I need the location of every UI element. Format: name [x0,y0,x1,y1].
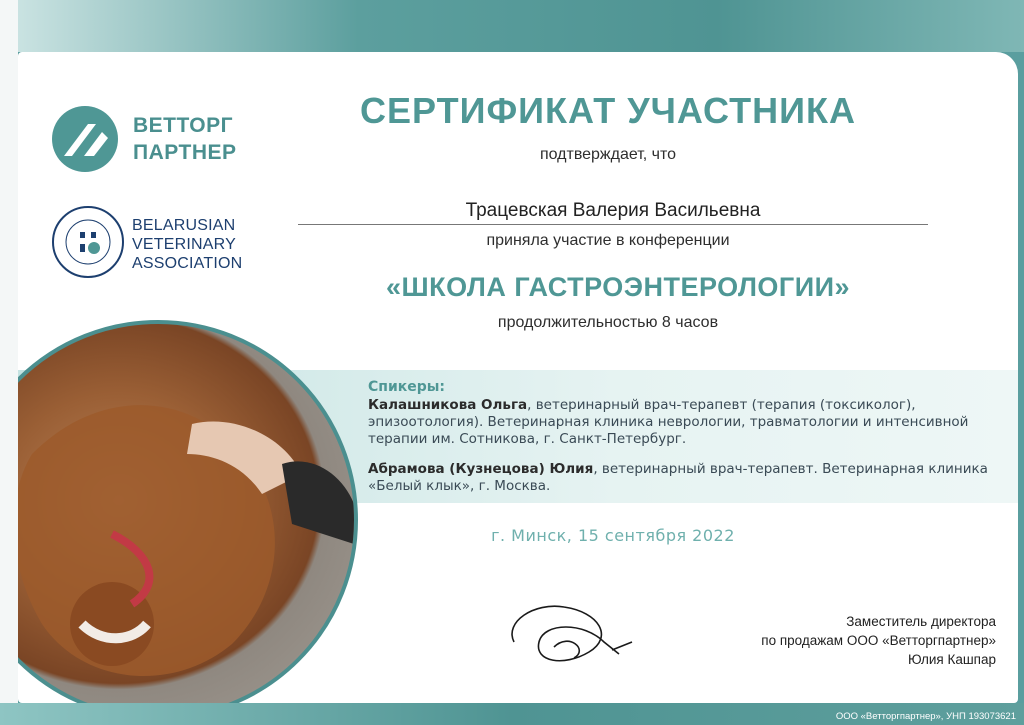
vettorg-logo-line1: ВЕТТОРГ [133,114,234,137]
signer-line2: по продажам ООО «Ветторгпартнер» [761,633,996,648]
speaker-details: , ветеринарный врач-терапевт. Ветеринарная клиника «Белый клык», г. Москва. [368,461,988,494]
duration-text: продолжительностью 8 часов [497,314,719,331]
scan-border-left [0,0,18,725]
bva-logo [50,204,270,282]
signer-block [696,612,996,669]
speaker-name: Абрамова (Кузнецова) Юлия [368,461,594,477]
confirms-text: подтверждает, что [539,146,677,163]
place-date: г. Минск, 15 сентября 2022 [491,526,735,545]
signer-line1: Заместитель директора [846,614,996,629]
signature [494,592,644,672]
bva-line2: VETERINARY [132,236,236,253]
signature-drawing [494,592,644,672]
speaker-name: Калашникова Ольга [368,397,528,413]
scan-border-top [0,0,1024,52]
vettorg-mark-icon [50,104,120,174]
bva-line3: ASSOCIATION [132,255,243,272]
certificate-title: СЕРТИФИКАТ УЧАСТНИКА [360,90,856,131]
speaker-details: , ветеринарный врач-терапевт (терапия (токсиколог), эпизоотология). Ветеринарная клиника неврологии, травматологии и интенсивной терапии им. Сотникова, г. Санкт-Петербург. [368,397,969,447]
speakers-section [368,379,1008,508]
vettorg-logo [50,104,250,174]
bva-line1: BELARUSIAN [132,217,236,234]
bva-text [132,216,242,273]
speakers-heading: Спикеры: [368,379,446,395]
footer-note: ООО «Ветторгпартнер», УНП 193073621 [835,711,1016,722]
signer-line3: Юлия Кашпар [907,652,996,667]
bva-seal-icon [50,204,126,280]
recipient-name: Трацевская Валерия Васильевна [298,200,928,225]
speaker-item [368,397,1008,448]
participated-text: приняла участие в конференции [486,232,730,249]
vettorg-logo-line2: ПАРТНЕР [133,141,237,164]
certificate-sheet [18,52,1018,703]
conference-title: «ШКОЛА ГАСТРОЭНТЕРОЛОГИИ» [385,272,851,302]
speaker-item [368,461,1008,495]
